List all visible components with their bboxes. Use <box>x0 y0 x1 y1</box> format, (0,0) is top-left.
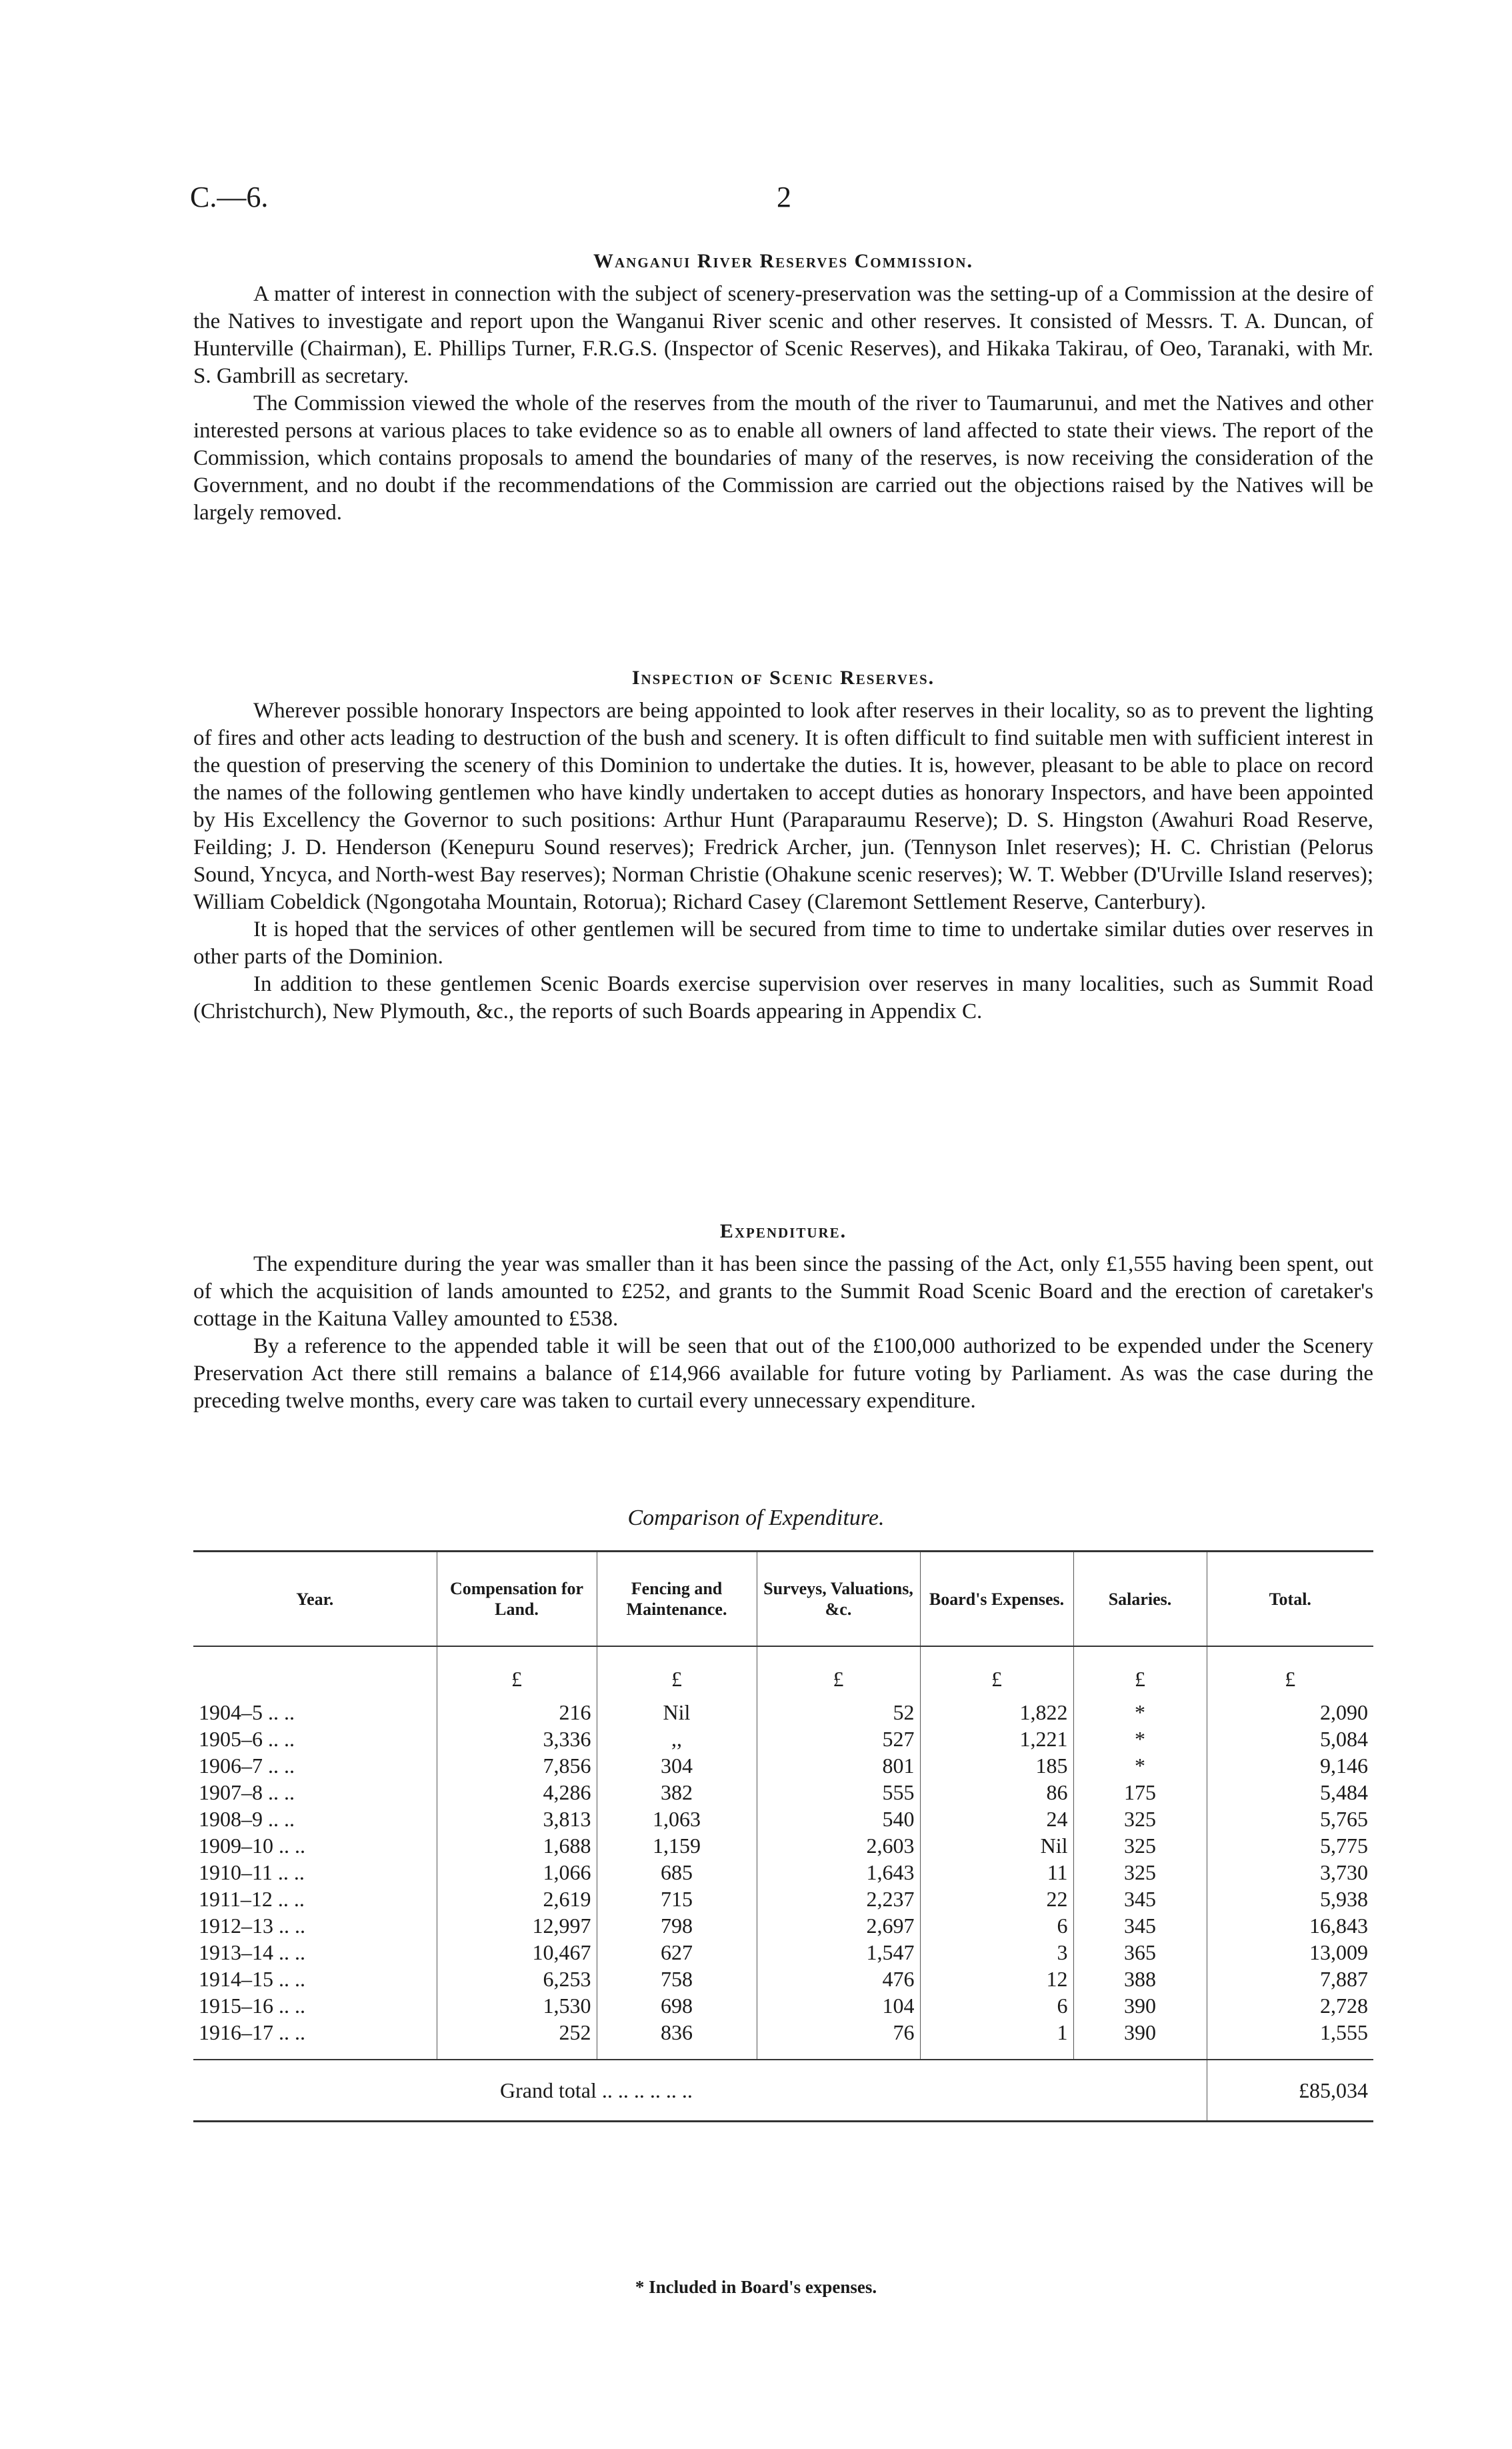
year-cell: 1908–9 .. .. <box>199 1807 295 1831</box>
year-cell: 1913–14 .. .. <box>199 1940 305 1964</box>
fencing-cell: ,, <box>597 1726 757 1752</box>
unit-cell: £ <box>1073 1646 1207 1699</box>
surveys-cell: 2,237 <box>757 1886 920 1912</box>
board-expenses-cell: 11 <box>920 1859 1073 1886</box>
compensation-cell: 2,619 <box>437 1886 597 1912</box>
paragraph: It is hoped that the services of other gentlemen will be secured from time to time to undertake similar duties over reserves in other parts of the Dominion. <box>193 917 1373 969</box>
fencing-cell: Nil <box>597 1699 757 1726</box>
salaries-cell: 390 <box>1073 1992 1207 2019</box>
table-row <box>193 1699 1373 1726</box>
section-heading: Wanganui River Reserves Commission. <box>593 250 973 272</box>
board-expenses-cell: 1,822 <box>920 1699 1073 1726</box>
column-header: Total. <box>1207 1552 1373 1647</box>
unit-cell: £ <box>757 1646 920 1699</box>
salaries-cell: 325 <box>1073 1806 1207 1832</box>
fencing-cell: 304 <box>597 1752 757 1779</box>
surveys-cell: 76 <box>757 2019 920 2060</box>
table-row <box>193 1992 1373 2019</box>
salaries-cell: 388 <box>1073 1966 1207 1992</box>
compensation-cell: 12,997 <box>437 1912 597 1939</box>
year-cell: 1914–15 .. .. <box>199 1967 305 1991</box>
table-row <box>193 1806 1373 1832</box>
column-header: Year. <box>193 1552 437 1647</box>
page-number: 2 <box>777 181 791 213</box>
table-row <box>193 1912 1373 1939</box>
column-header: Surveys, Valuations, &c. <box>757 1552 920 1647</box>
total-cell: 5,938 <box>1207 1886 1373 1912</box>
salaries-cell: 175 <box>1073 1779 1207 1806</box>
total-cell: 2,090 <box>1207 1699 1373 1726</box>
total-cell: 5,084 <box>1207 1726 1373 1752</box>
salaries-cell: 390 <box>1073 2019 1207 2060</box>
unit-cell: £ <box>597 1646 757 1699</box>
table-row <box>193 1939 1373 1966</box>
salaries-cell: 345 <box>1073 1912 1207 1939</box>
table-row <box>193 1859 1373 1886</box>
paragraph: The Commission viewed the whole of the reserves from the mouth of the river to Taumarunui, and met the Natives and other interested persons at various places to take evidence so as to enable all owners of land affected to state their views. The report of the Commission, which contains proposals to amend the boundaries of many of the reserves, is now receiving the consideration of the Government, and no doubt if the recommendations of the Commission are carried out the objections raised by the Natives will be largely removed. <box>193 391 1373 525</box>
surveys-cell: 801 <box>757 1752 920 1779</box>
table-row <box>193 2019 1373 2060</box>
section-wanganui-commission <box>193 250 1373 527</box>
year-cell: 1912–13 .. .. <box>199 1914 305 1938</box>
compensation-cell: 3,336 <box>437 1726 597 1752</box>
page-header <box>190 180 1363 220</box>
total-cell: 3,730 <box>1207 1859 1373 1886</box>
expenditure-table <box>193 1550 1373 2122</box>
total-cell: 2,728 <box>1207 1992 1373 2019</box>
fencing-cell: 685 <box>597 1859 757 1886</box>
unit-cell: £ <box>920 1646 1073 1699</box>
surveys-cell: 52 <box>757 1699 920 1726</box>
table-row <box>193 1726 1373 1752</box>
board-expenses-cell: 3 <box>920 1939 1073 1966</box>
year-cell: 1915–16 .. .. <box>199 1994 305 2018</box>
section-inspection <box>193 667 1373 1025</box>
table-header-row <box>193 1552 1373 1647</box>
salaries-cell: 325 <box>1073 1832 1207 1859</box>
surveys-cell: 1,547 <box>757 1939 920 1966</box>
compensation-cell: 6,253 <box>437 1966 597 1992</box>
compensation-cell: 7,856 <box>437 1752 597 1779</box>
board-expenses-cell: 1,221 <box>920 1726 1073 1752</box>
board-expenses-cell: 86 <box>920 1779 1073 1806</box>
unit-cell: £ <box>437 1646 597 1699</box>
board-expenses-cell: 22 <box>920 1886 1073 1912</box>
paragraph: The expenditure during the year was smaller than it has been since the passing of the Act, only £1,555 having been spent, out of which the acquisition of lands amounted to £252, and grants to the Summit Road Scenic Board and the erection of caretaker's cottage in the Kaituna Valley amounted to £538. <box>193 1252 1373 1331</box>
table-row <box>193 1886 1373 1912</box>
section-heading: Inspection of Scenic Reserves. <box>631 667 935 689</box>
column-header: Salaries. <box>1073 1552 1207 1647</box>
surveys-cell: 1,643 <box>757 1859 920 1886</box>
year-cell: 1907–8 .. .. <box>199 1780 295 1804</box>
board-expenses-cell: 24 <box>920 1806 1073 1832</box>
board-expenses-cell: 1 <box>920 2019 1073 2060</box>
units-row <box>193 1646 1373 1699</box>
surveys-cell: 555 <box>757 1779 920 1806</box>
surveys-cell: 104 <box>757 1992 920 2019</box>
salaries-cell: * <box>1073 1726 1207 1752</box>
fencing-cell: 715 <box>597 1886 757 1912</box>
salaries-cell: 325 <box>1073 1859 1207 1886</box>
column-header: Fencing and Maintenance. <box>597 1552 757 1647</box>
total-cell: 5,775 <box>1207 1832 1373 1859</box>
compensation-cell: 1,688 <box>437 1832 597 1859</box>
board-expenses-cell: Nil <box>920 1832 1073 1859</box>
paragraph: By a reference to the appended table it will be seen that out of the £100,000 authorized to be expended under the Scenery Preservation Act there still remains a balance of £14,966 available for future voting by Parliament. As was the case during the preceding twelve months, every care was taken to curtail every unnecessary expenditure. <box>193 1334 1373 1413</box>
compensation-cell: 216 <box>437 1699 597 1726</box>
fencing-cell: 627 <box>597 1939 757 1966</box>
surveys-cell: 540 <box>757 1806 920 1832</box>
year-cell: 1905–6 .. .. <box>199 1727 295 1751</box>
total-cell: 5,484 <box>1207 1779 1373 1806</box>
grand-total-row <box>193 2060 1373 2122</box>
year-cell: 1916–17 .. .. <box>193 2019 437 2060</box>
fencing-cell: 798 <box>597 1912 757 1939</box>
salaries-cell: 345 <box>1073 1886 1207 1912</box>
salaries-cell: 365 <box>1073 1939 1207 1966</box>
salaries-cell: * <box>1073 1752 1207 1779</box>
fencing-cell: 1,159 <box>597 1832 757 1859</box>
fencing-cell: 758 <box>597 1966 757 1992</box>
fencing-cell: 1,063 <box>597 1806 757 1832</box>
compensation-cell: 1,530 <box>437 1992 597 2019</box>
table-row <box>193 1752 1373 1779</box>
total-cell: 1,555 <box>1207 2019 1373 2060</box>
column-header: Board's Expenses. <box>920 1552 1073 1647</box>
grand-total-label: Grand total .. .. .. .. .. .. <box>193 2060 1207 2122</box>
column-header: Compensation for Land. <box>437 1552 597 1647</box>
compensation-cell: 4,286 <box>437 1779 597 1806</box>
section-heading: Expenditure. <box>719 1220 847 1242</box>
document-reference: C.—6. <box>190 181 269 213</box>
total-cell: 7,887 <box>1207 1966 1373 1992</box>
paragraph: Wherever possible honorary Inspectors are being appointed to look after reserves in their locality, so as to prevent the lighting of fires and other acts leading to destruction of the bush and scenery. It is often difficult to find suitable men with sufficient interest in the question of preserving the scenery of this Dominion to undertake the duties. It is, however, pleasant to be able to place on record the names of the following gentlemen who have kindly undertaken to accept duties as honorary Inspectors, and have been appointed by His Excellency the Governor to such positions: Arthur Hunt (Paraparaumu Reserve); D. S. Hingston (Awahuri Road Reserve, Feilding; J. D. Henderson (Kenepuru Sound reserves); Fredrick Archer, jun. (Tennyson Inlet reserves); H. C. Christian (Pelorus Sound, Yncyca, and North-west Bay reserves); Norman Christie (Ohakune scenic reserves); W. T. Webber (D'Urville Island reserves); William Cobeldick (Ngongotaha Mountain, Rotorua); Richard Casey (Claremont Settlement Reserve, Canterbury). <box>193 699 1373 914</box>
table-row <box>193 1779 1373 1806</box>
board-expenses-cell: 6 <box>920 1912 1073 1939</box>
surveys-cell: 2,697 <box>757 1912 920 1939</box>
surveys-cell: 2,603 <box>757 1832 920 1859</box>
table-footnote: * Included in Board's expenses. <box>635 2277 877 2297</box>
fencing-cell: 382 <box>597 1779 757 1806</box>
table-row <box>193 1832 1373 1859</box>
table-cell <box>193 1646 437 1699</box>
year-cell: 1906–7 .. .. <box>199 1754 295 1778</box>
table-row <box>193 1966 1373 1992</box>
compensation-cell: 3,813 <box>437 1806 597 1832</box>
board-expenses-cell: 12 <box>920 1966 1073 1992</box>
compensation-cell: 1,066 <box>437 1859 597 1886</box>
compensation-cell: 252 <box>437 2019 597 2060</box>
table-caption: Comparison of Expenditure. <box>627 1506 885 1530</box>
surveys-cell: 476 <box>757 1966 920 1992</box>
board-expenses-cell: 6 <box>920 1992 1073 2019</box>
total-cell: 13,009 <box>1207 1939 1373 1966</box>
section-expenditure <box>193 1220 1373 1415</box>
salaries-cell: * <box>1073 1699 1207 1726</box>
fencing-cell: 698 <box>597 1992 757 2019</box>
paragraph: In addition to these gentlemen Scenic Boards exercise supervision over reserves in many localities, such as Summit Road (Christchurch), New Plymouth, &c., the reports of such Boards appearing in Appendix C. <box>193 972 1373 1023</box>
compensation-cell: 10,467 <box>437 1939 597 1966</box>
fencing-cell: 836 <box>597 2019 757 2060</box>
total-cell: 16,843 <box>1207 1912 1373 1939</box>
unit-cell: £ <box>1207 1646 1373 1699</box>
year-cell: 1909–10 .. .. <box>199 1834 305 1858</box>
board-expenses-cell: 185 <box>920 1752 1073 1779</box>
year-cell: 1904–5 .. .. <box>199 1700 295 1724</box>
paragraph: A matter of interest in connection with the subject of scenery-preservation was the setting-up of a Commission at the desire of the Natives to investigate and report upon the Wanganui River scenic and other reserves. It consisted of Messrs. T. A. Duncan, of Hunterville (Chairman), E. Phillips Turner, F.R.G.S. (Inspector of Scenic Reserves), and Hikaka Takirau, of Oeo, Taranaki, with Mr. S. Gambrill as secretary. <box>193 282 1373 388</box>
year-cell: 1910–11 .. .. <box>199 1860 305 1884</box>
grand-total-value: £85,034 <box>1207 2060 1373 2122</box>
total-cell: 5,765 <box>1207 1806 1373 1832</box>
year-cell: 1911–12 .. .. <box>199 1887 305 1911</box>
surveys-cell: 527 <box>757 1726 920 1752</box>
total-cell: 9,146 <box>1207 1752 1373 1779</box>
